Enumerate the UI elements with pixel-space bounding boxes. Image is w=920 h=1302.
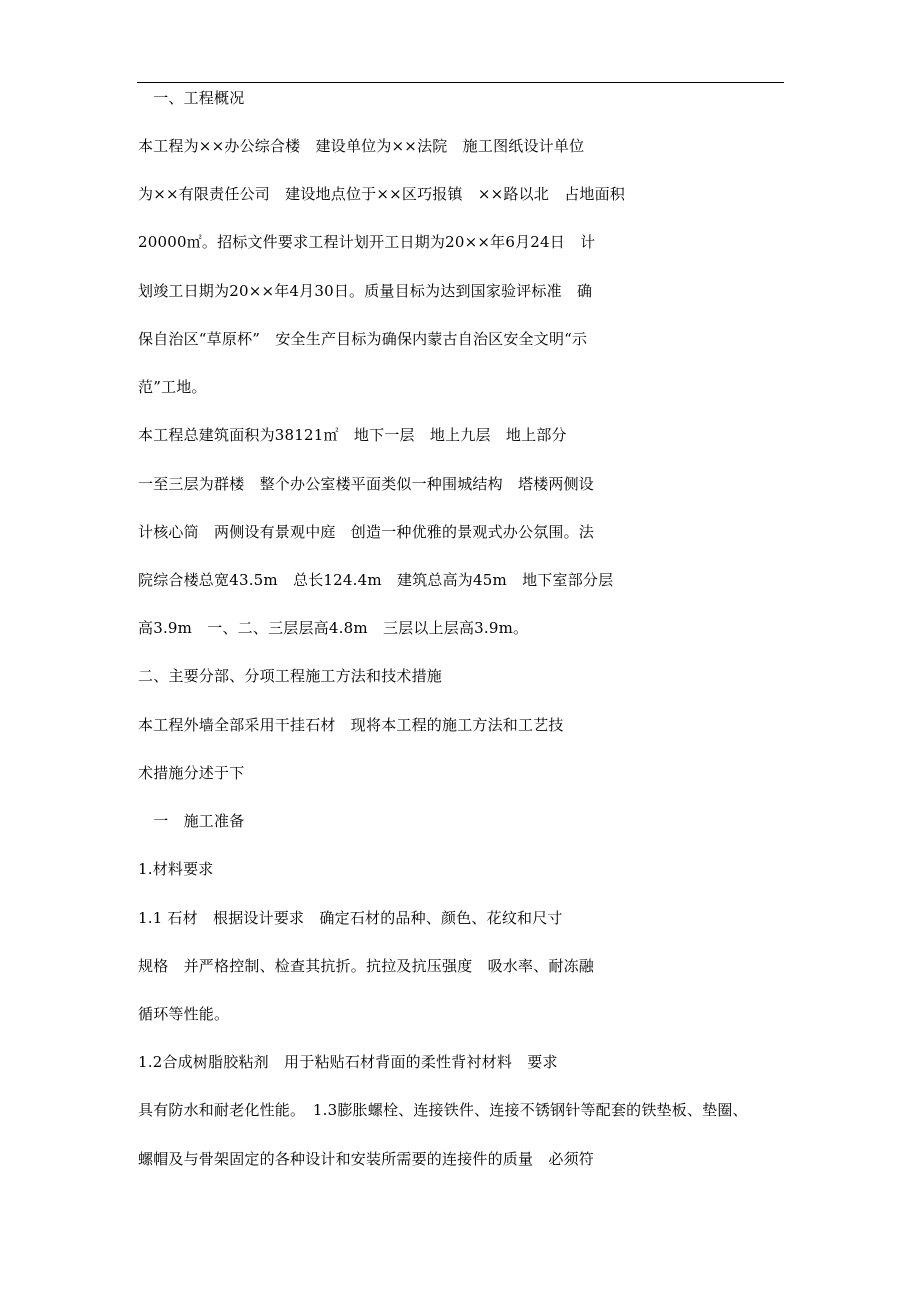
text-line: 规格 并严格控制、检查其抗折。抗拉及抗压强度 吸水率、耐冻融 xyxy=(138,957,595,975)
text-line: 院综合楼总宽43.5m 总长124.4m 建筑总高为45m 地下室部分层 xyxy=(138,571,614,589)
text-line: 螺帽及与骨架固定的各种设计和安装所需要的连接件的质量 必须符 xyxy=(138,1150,595,1168)
text-line: 划竣工日期为20××年4月30日。质量目标为达到国家验评标准 确 xyxy=(138,282,593,300)
section-heading-overview: 一、工程概况 xyxy=(138,89,245,107)
text-line: 为××有限责任公司 建设地点位于××区巧报镇 ××路以北 占地面积 xyxy=(138,185,626,203)
subsection-heading-preparation: 一 施工准备 xyxy=(138,812,245,830)
text-line: 术措施分述于下 xyxy=(138,764,245,782)
text-line: 本工程外墙全部采用干挂石材 现将本工程的施工方法和工艺技 xyxy=(138,716,564,734)
text-line: 循环等性能。 xyxy=(138,1005,230,1023)
text-line: 高3.9m 一、二、三层层高4.8m 三层以上层高3.9m。 xyxy=(138,619,529,637)
text-line: 一至三层为群楼 整个办公室楼平面类似一种围城结构 塔楼两侧设 xyxy=(138,475,595,493)
text-line: 本工程为××办公综合楼 建设单位为××法院 施工图纸设计单位 xyxy=(138,137,585,155)
text-line: 1.1 石材 根据设计要求 确定石材的品种、颜色、花纹和尺寸 xyxy=(138,909,563,927)
text-line: 范”工地。 xyxy=(138,378,207,396)
section-heading-methods: 二、主要分部、分项工程施工方法和技术措施 xyxy=(138,667,443,685)
text-line: 保自治区“草原杯” 安全生产目标为确保内蒙古自治区安全文明“示 xyxy=(138,330,588,348)
text-line: 计核心筒 两侧设有景观中庭 创造一种优雅的景观式办公氛围。法 xyxy=(138,523,595,541)
header-rule xyxy=(137,82,784,83)
text-line: 20000㎡。招标文件要求工程计划开工日期为20××年6月24日 计 xyxy=(138,233,596,251)
subsection-heading-materials: 1.材料要求 xyxy=(138,860,214,878)
text-line: 1.2合成树脂胶粘剂 用于粘贴石材背面的柔性背衬材料 要求 xyxy=(138,1053,558,1071)
text-line: 本工程总建筑面积为38121㎡ 地下一层 地上九层 地上部分 xyxy=(138,426,567,444)
text-line: 具有防水和耐老化性能。 1.3膨胀螺栓、连接铁件、连接不锈钢针等配套的铁垫板、垫圈、 xyxy=(138,1101,748,1119)
